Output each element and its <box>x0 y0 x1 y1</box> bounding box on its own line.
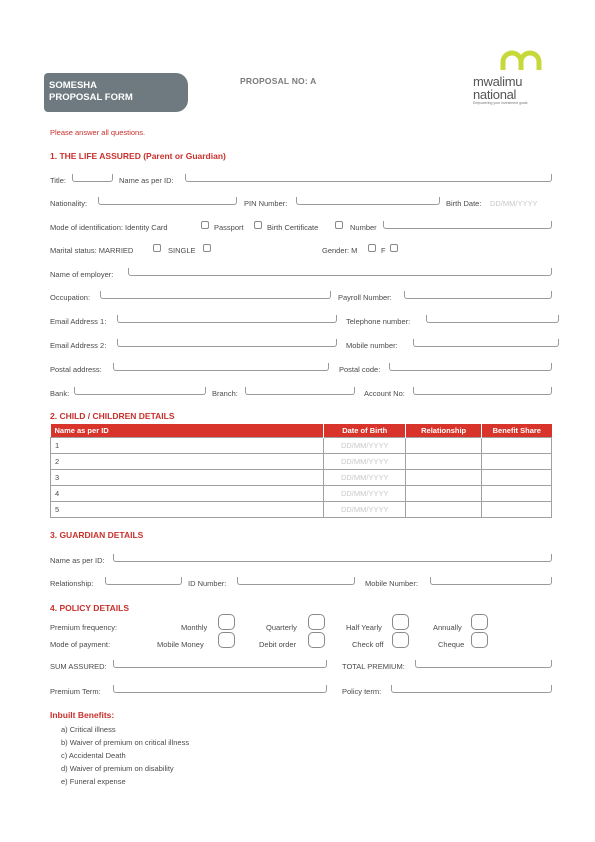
form-title-box <box>44 73 188 112</box>
list-item: a) Critical illness <box>61 725 116 734</box>
list-item: e) Funeral expense <box>61 777 126 786</box>
bank-field[interactable] <box>74 387 206 395</box>
child-name-cell[interactable] <box>51 438 324 454</box>
child-relationship-cell[interactable] <box>406 486 482 502</box>
female-checkbox[interactable] <box>390 244 398 252</box>
list-item: b) Waiver of premium on critical illness <box>61 738 190 747</box>
premium-frequency-label: Premium frequency: <box>50 623 118 632</box>
mobile-field[interactable] <box>413 339 559 347</box>
passport-label: Passport <box>214 223 244 232</box>
child-name-cell[interactable] <box>51 486 324 502</box>
section-heading: 1. THE LIFE ASSURED (Parent or Guardian) <box>50 151 226 161</box>
number-label: Number <box>350 223 377 232</box>
child-dob-cell[interactable]: DD/MM/YYYY <box>324 438 406 454</box>
child-share-cell[interactable] <box>482 438 552 454</box>
telephone-field[interactable] <box>426 315 559 323</box>
mobile-money-checkbox[interactable] <box>218 632 235 648</box>
annually-label: Annually <box>433 623 462 632</box>
postal-code-field[interactable] <box>389 363 552 371</box>
occupation-field[interactable] <box>100 291 331 299</box>
nationality-field[interactable] <box>98 197 237 205</box>
title-field[interactable] <box>72 174 113 182</box>
name-label: Name as per ID: <box>119 176 174 185</box>
annually-checkbox[interactable] <box>471 614 488 630</box>
logo-tagline: Empowering your investment goals <box>473 101 528 105</box>
debit-order-label: Debit order <box>259 640 297 649</box>
form-title-line1: SOMESHA <box>49 80 98 91</box>
table-row <box>51 438 552 454</box>
monthly-label: Monthly <box>181 623 208 632</box>
bank-label: Bank: <box>50 389 70 398</box>
total-premium-field[interactable] <box>415 660 552 668</box>
email1-field[interactable] <box>117 315 337 323</box>
child-share-cell[interactable] <box>482 486 552 502</box>
row-number: 1 <box>55 441 60 450</box>
mobile-money-label: Mobile Money <box>157 640 204 649</box>
child-name-cell[interactable] <box>51 454 324 470</box>
table-row <box>51 486 552 502</box>
birth-date-field[interactable]: DD/MM/YYYY <box>490 199 538 208</box>
email1-label: Email Address 1: <box>50 317 107 326</box>
quarterly-label: Quarterly <box>266 623 297 632</box>
half-yearly-label: Half Yearly <box>346 623 382 632</box>
postal-address-field[interactable] <box>113 363 329 371</box>
telephone-label: Telephone number: <box>346 317 411 326</box>
male-checkbox[interactable] <box>368 244 376 252</box>
table-header-row <box>51 424 552 438</box>
guardian-name-label: Name as per ID: <box>50 556 105 565</box>
section-heading: 4. POLICY DETAILS <box>50 603 130 613</box>
account-label: Account No: <box>364 389 405 398</box>
guardian-name-field[interactable] <box>113 554 552 562</box>
cheque-label: Cheque <box>438 640 465 649</box>
logo-arch-icon <box>500 50 542 72</box>
passport-checkbox[interactable] <box>254 221 262 229</box>
premium-term-field[interactable] <box>113 685 327 693</box>
employer-label: Name of employer: <box>50 270 114 279</box>
guardian-id-field[interactable] <box>237 577 355 585</box>
quarterly-checkbox[interactable] <box>308 614 325 630</box>
payroll-field[interactable] <box>404 291 552 299</box>
logo-text: national <box>473 87 517 102</box>
nationality-label: Nationality: <box>50 199 88 208</box>
policy-term-label: Policy term: <box>342 687 382 696</box>
children-table <box>50 424 552 518</box>
row-number: 3 <box>55 473 60 482</box>
list-item: c) Accidental Death <box>61 751 126 760</box>
child-dob-cell[interactable]: DD/MM/YYYY <box>324 470 406 486</box>
branch-label: Branch: <box>212 389 238 398</box>
monthly-checkbox[interactable] <box>218 614 235 630</box>
instruction-text: Please answer all questions. <box>50 128 146 137</box>
birth-cert-label: Birth Certificate <box>267 223 319 232</box>
child-dob-cell[interactable]: DD/MM/YYYY <box>324 454 406 470</box>
child-relationship-cell[interactable] <box>406 470 482 486</box>
branch-field[interactable] <box>245 387 355 395</box>
child-name-cell[interactable] <box>51 502 324 518</box>
child-share-cell[interactable] <box>482 470 552 486</box>
occupation-label: Occupation: <box>50 293 91 302</box>
row-number: 5 <box>55 505 60 514</box>
premium-term-label: Premium Term: <box>50 687 101 696</box>
child-dob-cell[interactable]: DD/MM/YYYY <box>324 486 406 502</box>
identity-card-checkbox[interactable] <box>201 221 209 229</box>
total-premium-label: TOTAL PREMIUM: <box>342 662 405 671</box>
child-relationship-cell[interactable] <box>406 502 482 518</box>
row-number: 4 <box>55 489 60 498</box>
child-dob-cell[interactable]: DD/MM/YYYY <box>324 502 406 518</box>
child-share-cell[interactable] <box>482 502 552 518</box>
cheque-checkbox[interactable] <box>471 632 488 648</box>
single-label: SINGLE <box>168 246 196 255</box>
guardian-relationship-field[interactable] <box>105 577 182 585</box>
name-field[interactable] <box>185 174 552 182</box>
section-heading: 3. GUARDIAN DETAILS <box>50 530 144 540</box>
column-header: Name as per ID <box>51 424 324 438</box>
child-relationship-cell[interactable] <box>406 454 482 470</box>
email2-field[interactable] <box>117 339 337 347</box>
pin-label: PIN Number: <box>244 199 288 208</box>
mode-of-id-label: Mode of identification: Identity Card <box>50 223 168 232</box>
section-heading: 2. CHILD / CHILDREN DETAILS <box>50 411 175 421</box>
birth-date-label: Birth Date: <box>446 199 482 208</box>
married-checkbox[interactable] <box>153 244 161 252</box>
benefits-list <box>61 725 189 790</box>
check-off-checkbox[interactable] <box>392 632 409 648</box>
payroll-label: Payroll Number: <box>338 293 392 302</box>
table-row <box>51 470 552 486</box>
single-checkbox[interactable] <box>203 244 211 252</box>
sum-assured-label: SUM ASSURED: <box>50 662 107 671</box>
marital-status-label: Marital status: MARRIED <box>50 246 134 255</box>
table-row <box>51 502 552 518</box>
account-field[interactable] <box>413 387 552 395</box>
proposal-number: PROPOSAL NO: A <box>240 76 317 86</box>
id-number-field[interactable] <box>383 221 552 229</box>
guardian-mobile-label: Mobile Number: <box>365 579 418 588</box>
guardian-relationship-label: Relationship: <box>50 579 94 588</box>
child-share-cell[interactable] <box>482 454 552 470</box>
female-label: F <box>381 246 386 255</box>
form-title-line2: PROPOSAL FORM <box>49 92 133 103</box>
column-header: Date of Birth <box>324 424 406 438</box>
benefits-heading: Inbuilt Benefits: <box>50 710 115 720</box>
logo-text: mwalimu <box>473 74 523 89</box>
column-header: Benefit Share <box>482 424 552 438</box>
table-row <box>51 454 552 470</box>
mode-of-payment-label: Mode of payment: <box>50 640 111 649</box>
debit-order-checkbox[interactable] <box>308 632 325 648</box>
check-off-label: Check off <box>352 640 384 649</box>
birth-cert-checkbox[interactable] <box>335 221 343 229</box>
guardian-id-label: ID Number: <box>188 579 227 588</box>
postal-address-label: Postal address: <box>50 365 102 374</box>
half-yearly-checkbox[interactable] <box>392 614 409 630</box>
column-header: Relationship <box>406 424 482 438</box>
row-number: 2 <box>55 457 60 466</box>
child-name-cell[interactable] <box>51 470 324 486</box>
policy-term-field[interactable] <box>391 685 552 693</box>
sum-assured-field[interactable] <box>113 660 327 668</box>
pin-field[interactable] <box>296 197 440 205</box>
guardian-mobile-field[interactable] <box>430 577 552 585</box>
email2-label: Email Address 2: <box>50 341 107 350</box>
gender-label: Gender: M <box>322 246 358 255</box>
list-item: d) Waiver of premium on disability <box>61 764 174 773</box>
title-label: Title: <box>50 176 66 185</box>
child-relationship-cell[interactable] <box>406 438 482 454</box>
employer-field[interactable] <box>128 268 552 276</box>
postal-code-label: Postal code: <box>339 365 381 374</box>
mobile-label: Mobile number: <box>346 341 398 350</box>
